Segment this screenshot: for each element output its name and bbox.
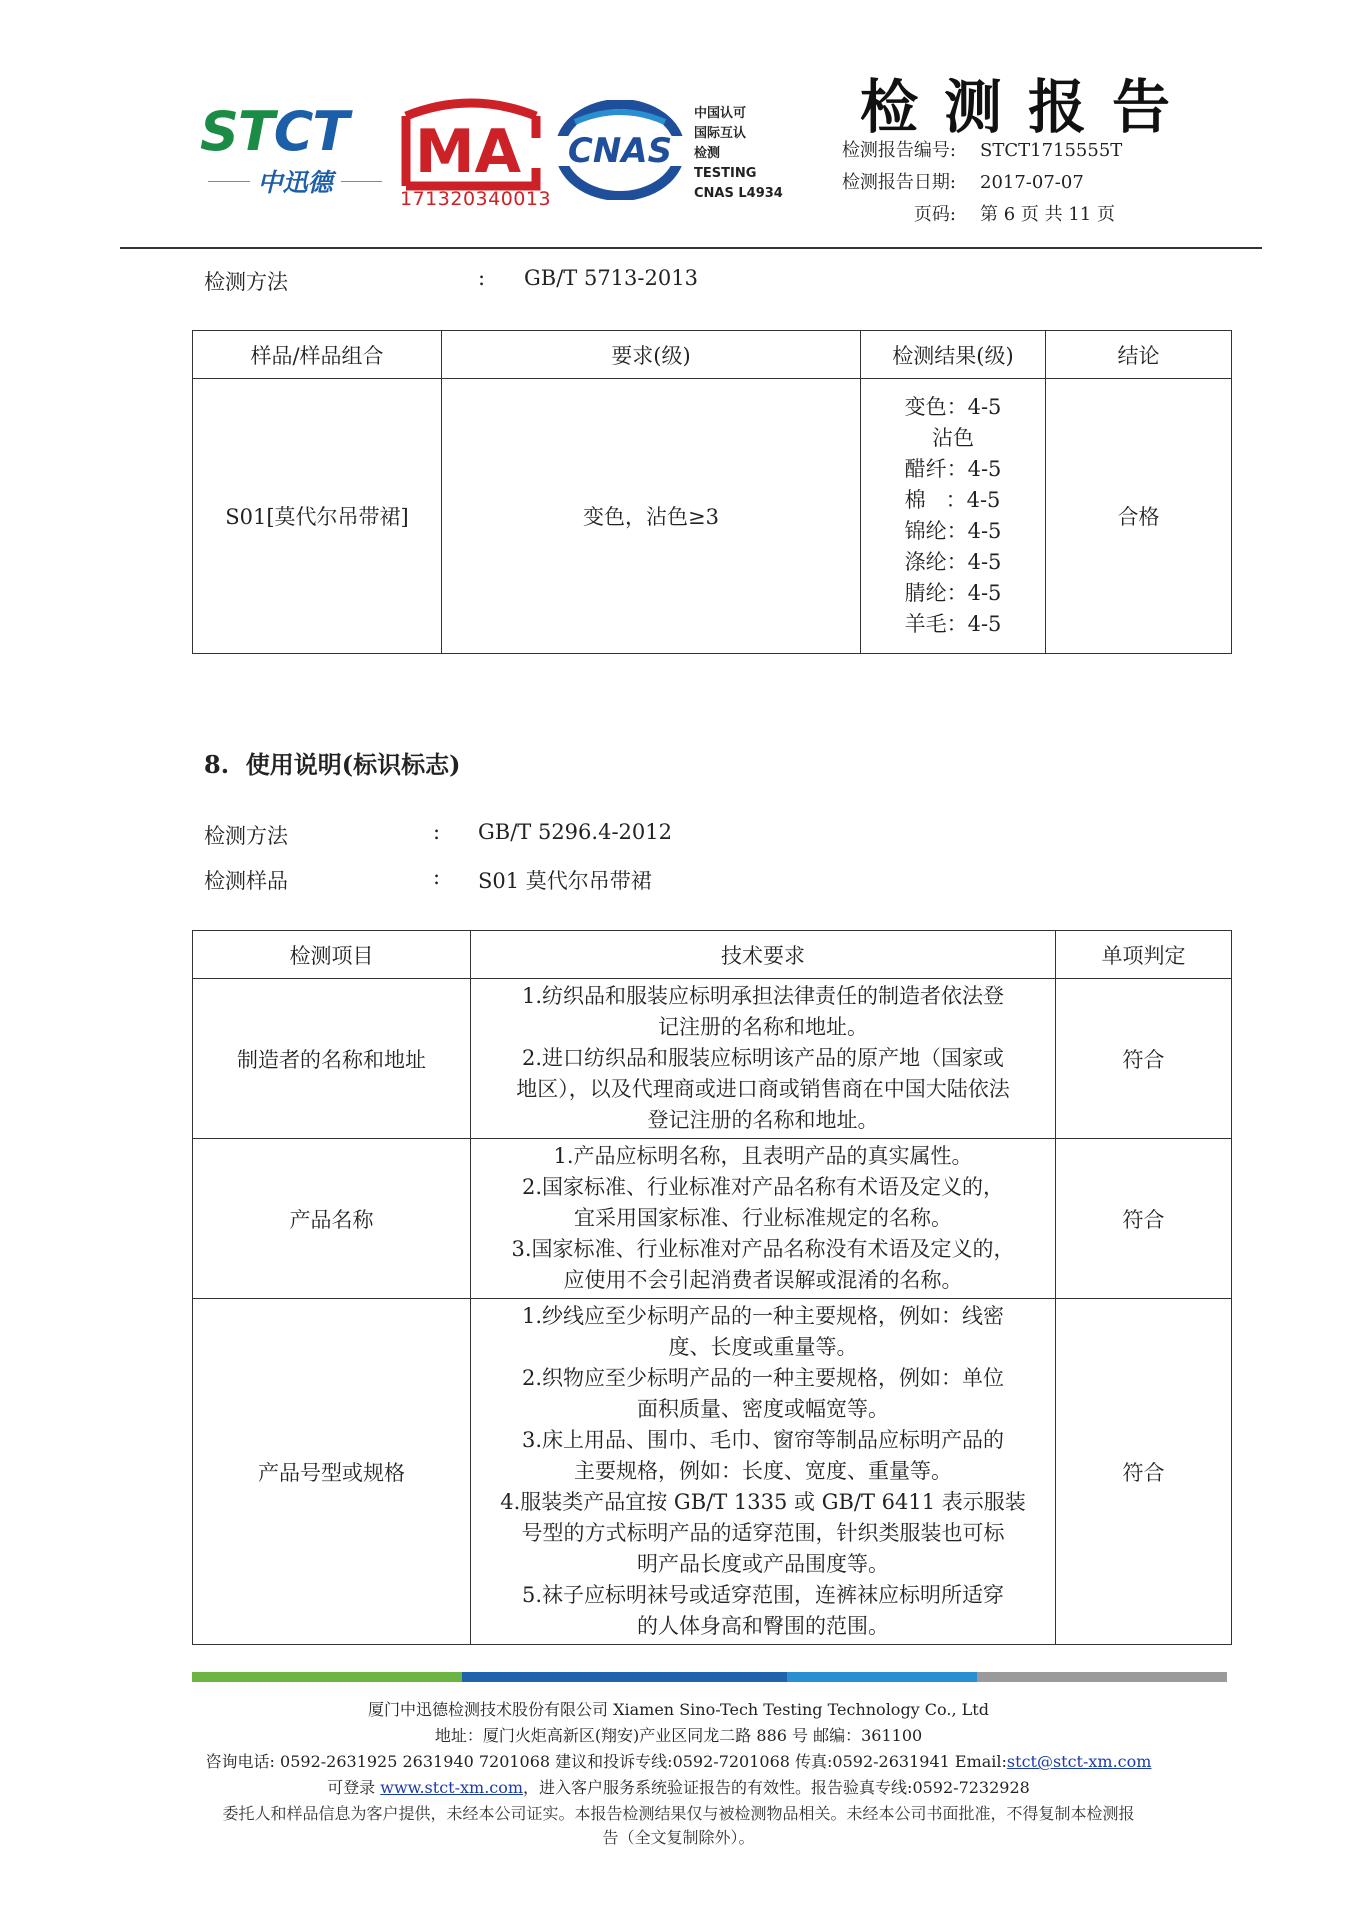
- result-line: 羊毛：4-5: [904, 612, 1002, 636]
- sample-cell: S01[莫代尔吊带裙]: [193, 379, 442, 654]
- footer-address: 地址：厦门火炬高新区(翔安)产业区同龙二路 886 号 邮编：361100: [434, 1726, 923, 1745]
- verdict-cell: 符合: [1056, 1139, 1232, 1299]
- table-header: 样品/样品组合: [193, 331, 442, 379]
- requirement-cell: 1.产品应标明名称，且表明产品的真实属性。 2.国家标准、行业标准对产品名称有术语及定义的， 宜采用国家标准、行业标准规定的名称。 3.国家标准、行业标准对产品名称没有术语及定义的， 应使用不会引起消费者误解或混淆的名称。: [471, 1139, 1056, 1299]
- table-header: 检测结果(级): [861, 331, 1046, 379]
- report-no-value: STCT1715555T: [980, 140, 1123, 161]
- report-date-label: 检测报告日期:: [841, 172, 956, 193]
- result-line: 涤纶：4-5: [904, 550, 1002, 574]
- result-line: 锦纶：4-5: [904, 519, 1002, 543]
- footer-bar-gray: [977, 1672, 1227, 1682]
- requirement-cell: 1.纱线应至少标明产品的一种主要规格，例如：线密 度、长度或重量等。 2.织物应至少标明产品的一种主要规格，例如：单位 面积质量、密度或幅宽等。 3.床上用品、围巾、毛巾、窗帘等制品应标明产品的 主要规格，例如：长度、宽度、重量等。 4.服装类产品宜按 GB/T 1335 或 GB/T 6411 表示服装 号型的方式标明产品的适穿范围，针织类服装也可标 明产品长度或产品围度等。 5.袜子应标明袜号或适穿范围，连裤袜应标明所适穿 的人体身高和臀围的范围。: [471, 1299, 1056, 1645]
- report-meta-labels: [826, 135, 956, 231]
- table-header: 结论: [1046, 331, 1232, 379]
- item-cell: 产品名称: [193, 1139, 471, 1299]
- section-title: 8. 使用说明(标识标志): [204, 750, 461, 779]
- table-header: 检测项目: [193, 931, 471, 979]
- method-colon: :: [433, 820, 441, 844]
- requirement-cell: 1.纺织品和服装应标明承担法律责任的制造者依法登 记注册的名称和地址。 2.进口纺织品和服装应标明该产品的原产地（国家或 地区），以及代理商或进口商或销售商在中国大陆依法 登记注册的名称和地址。: [471, 979, 1056, 1139]
- report-no-label: 检测报告编号:: [841, 140, 956, 161]
- sample-colon: :: [433, 865, 441, 889]
- item-cell: 产品号型或规格: [193, 1299, 471, 1645]
- table-row: [193, 979, 1232, 1139]
- result-cell: [861, 379, 1046, 654]
- footer-contact: 咨询电话: 0592-2631925 2631940 7201068 建议和投诉专线:0592-7201068 传真:0592-2631941 Email:stct@stct-xm.com: [205, 1752, 1152, 1771]
- cnas-accreditation-text: 中国认可 国际互认 检测 TESTING CNAS L4934: [694, 106, 783, 201]
- verdict-cell: 符合: [1056, 979, 1232, 1139]
- cma-logo-text: MA: [414, 117, 522, 187]
- cnas-logo-text: CNAS: [567, 131, 673, 171]
- email-link[interactable]: stct@stct-xm.com: [1006, 1752, 1152, 1771]
- report-date-value: 2017-07-07: [980, 172, 1084, 193]
- footer-bar-blue: [462, 1672, 787, 1682]
- method-value: GB/T 5713-2013: [524, 266, 698, 290]
- result-line: 腈纶：4-5: [904, 581, 1002, 605]
- footer-bar-lightblue: [787, 1672, 977, 1682]
- sample-label: 检测样品: [204, 869, 288, 893]
- stct-logo-subtext: 中迅德: [257, 168, 333, 197]
- method-colon: :: [478, 266, 486, 290]
- page-label: 页码:: [913, 204, 956, 225]
- colorfastness-table: [192, 330, 1232, 654]
- result-line: 沾色: [931, 426, 974, 450]
- report-meta-values: [980, 135, 1122, 231]
- requirement-cell: 变色，沾色≥3: [442, 379, 861, 654]
- footer-color-bar: [192, 1672, 1227, 1682]
- website-link[interactable]: www.stct-xm.com: [380, 1778, 524, 1797]
- sample-value: S01 莫代尔吊带裙: [478, 869, 652, 893]
- table-header: 技术要求: [471, 931, 1056, 979]
- conclusion-cell: 合格: [1046, 379, 1232, 654]
- method-label: 检测方法: [204, 270, 288, 294]
- table-row: [193, 1139, 1232, 1299]
- footer-verify: 可登录 www.stct-xm.com，进入客户服务系统验证报告的有效性。报告验真专线:0592-7232928: [327, 1778, 1030, 1797]
- table-row: [193, 1299, 1232, 1645]
- footer-bar-green: [192, 1672, 462, 1682]
- table-row: [193, 379, 1232, 654]
- table-header-row: [193, 931, 1232, 979]
- labeling-table: [192, 930, 1232, 1645]
- result-line: 变色：4-5: [904, 395, 1002, 419]
- table-header-row: [193, 331, 1232, 379]
- stct-logo: [200, 100, 390, 199]
- item-cell: 制造者的名称和地址: [193, 979, 471, 1139]
- cma-number: 171320340013: [400, 188, 552, 210]
- stct-logo-text: STCT: [200, 100, 349, 163]
- result-line: 棉 ：4-5: [904, 488, 1001, 512]
- footer-disclaimer-cont: 告（全文复制除外）。: [602, 1828, 755, 1847]
- report-title: 检测报告: [860, 73, 1197, 141]
- method-value: GB/T 5296.4-2012: [478, 820, 672, 844]
- page-value: 第 6 页 共 11 页: [980, 204, 1115, 225]
- header-divider: [120, 247, 1262, 249]
- result-line: 醋纤：4-5: [904, 457, 1002, 481]
- footer-disclaimer: 委托人和样品信息为客户提供，未经本公司证实。本报告检测结果仅与被检测物品相关。未经本公司书面批准，不得复制本检测报: [222, 1804, 1135, 1823]
- footer-company: 厦门中迅德检测技术股份有限公司 Xiamen Sino-Tech Testing Technology Co., Ltd: [368, 1700, 989, 1719]
- method-label: 检测方法: [204, 824, 288, 848]
- cnas-logo: [555, 100, 685, 200]
- table-header: 单项判定: [1056, 931, 1232, 979]
- verdict-cell: 符合: [1056, 1299, 1232, 1645]
- table-header: 要求(级): [442, 331, 861, 379]
